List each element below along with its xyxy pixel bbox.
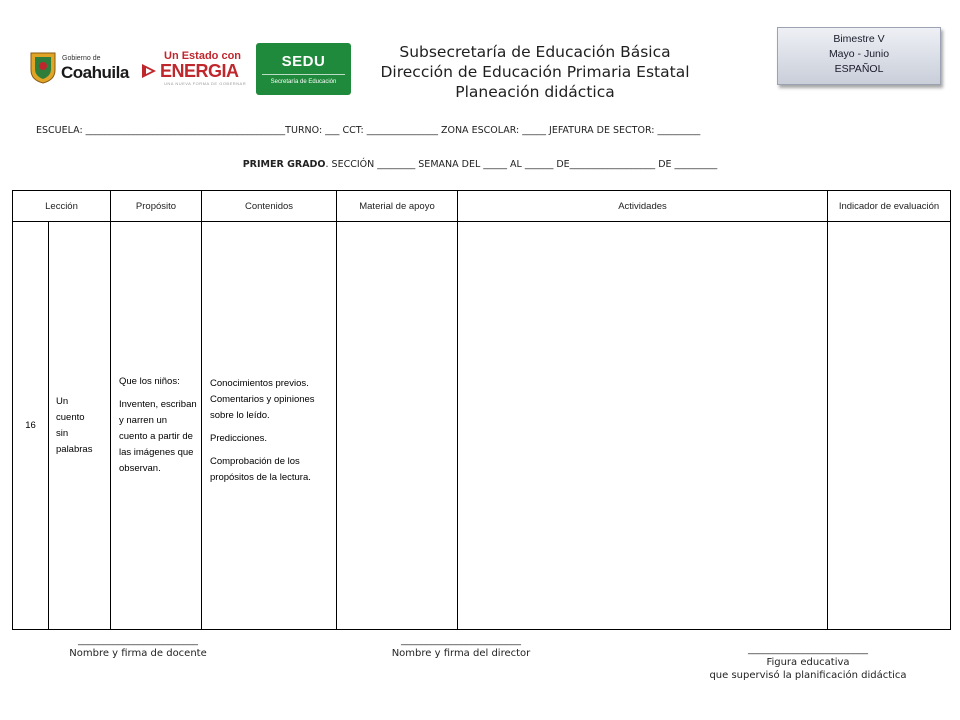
document-heading	[340, 42, 730, 102]
section-week-fields[interactable]: . SECCIÓN ________ SEMANA DEL _____ AL ______ DE__________________ DE _________	[325, 159, 718, 170]
grade-label: PRIMER GRADO	[242, 159, 326, 170]
contenidos-item-1: Conocimientos previos. Comentarios y opiniones sobre lo leído.	[210, 377, 315, 421]
proposito-text: Inventen, escriban y narren un cuento a partir de las imágenes que observan.	[119, 399, 197, 474]
planning-table	[12, 190, 951, 630]
energia-mark-icon	[140, 62, 158, 80]
material-cell[interactable]	[337, 222, 458, 630]
energia-logo	[140, 50, 247, 86]
coahuila-small-text: Gobierno de	[62, 55, 101, 62]
bimestre-months: Mayo - Junio	[828, 48, 890, 60]
sedu-word: SEDU	[281, 53, 326, 70]
signature-figura	[690, 643, 926, 682]
coahuila-logo	[28, 50, 130, 86]
sedu-subtitle: Secretaría de Educación	[270, 79, 337, 85]
actividades-cell[interactable]	[458, 222, 828, 630]
header-indicador: Indicador de evaluación	[828, 191, 951, 222]
coat-of-arms-icon	[28, 50, 58, 84]
signature-line-figura[interactable]: ________________________	[748, 644, 868, 655]
signature-line-director[interactable]: ________________________	[401, 635, 521, 646]
header-proposito: Propósito	[111, 191, 202, 222]
header-material: Material de apoyo	[337, 191, 458, 222]
school-info-line[interactable]: ESCUELA: __________________________________________TURNO: ___ CCT: _______________ ZONA ESCOLAR: _____ JEFATURA DE SECTOR: _________	[36, 125, 701, 136]
header-leccion: Lección	[13, 191, 111, 222]
heading-line-3: Planeación didáctica	[455, 83, 615, 101]
lesson-title	[49, 222, 111, 630]
header-actividades: Actividades	[458, 191, 828, 222]
bimestre-box	[777, 27, 941, 85]
signature-label-figura-1: Figura educativa	[766, 657, 850, 668]
lesson-title-text: Un cuento sin palabras	[56, 395, 93, 455]
signature-director	[373, 634, 549, 660]
heading-line-1: Subsecretaría de Educación Básica	[399, 43, 671, 61]
contenidos-item-2: Predicciones.	[210, 432, 268, 444]
signature-label-figura-2: que supervisó la planificación didáctica	[709, 670, 907, 681]
coahuila-big-text: Coahuila	[61, 63, 129, 82]
contenidos-cell	[202, 222, 337, 630]
indicador-cell[interactable]	[828, 222, 951, 630]
grade-section-line[interactable]	[0, 159, 960, 170]
energia-small-text: Un Estado con	[164, 50, 242, 62]
heading-line-2: Dirección de Educación Primaria Estatal	[380, 63, 690, 81]
energia-tagline: UNA NUEVA FORMA DE GOBERNAR	[164, 81, 247, 86]
signature-docente	[50, 634, 226, 660]
table-row	[13, 222, 951, 630]
contenidos-item-3: Comprobación de los propósitos de la lectura.	[210, 455, 311, 483]
energia-big-text: ENERGIA	[160, 61, 239, 81]
sedu-divider	[262, 74, 345, 75]
proposito-intro: Que los niños:	[119, 376, 180, 387]
bimestre-subject: ESPAÑOL	[834, 63, 884, 75]
signature-line-docente[interactable]: ________________________	[78, 635, 198, 646]
signature-label-director: Nombre y firma del director	[391, 648, 531, 659]
lesson-number: 16	[13, 222, 49, 630]
bimestre-label: Bimestre V	[833, 33, 885, 45]
proposito-cell	[111, 222, 202, 630]
signature-label-docente: Nombre y firma de docente	[69, 648, 207, 659]
sedu-logo	[256, 43, 351, 95]
header-contenidos: Contenidos	[202, 191, 337, 222]
